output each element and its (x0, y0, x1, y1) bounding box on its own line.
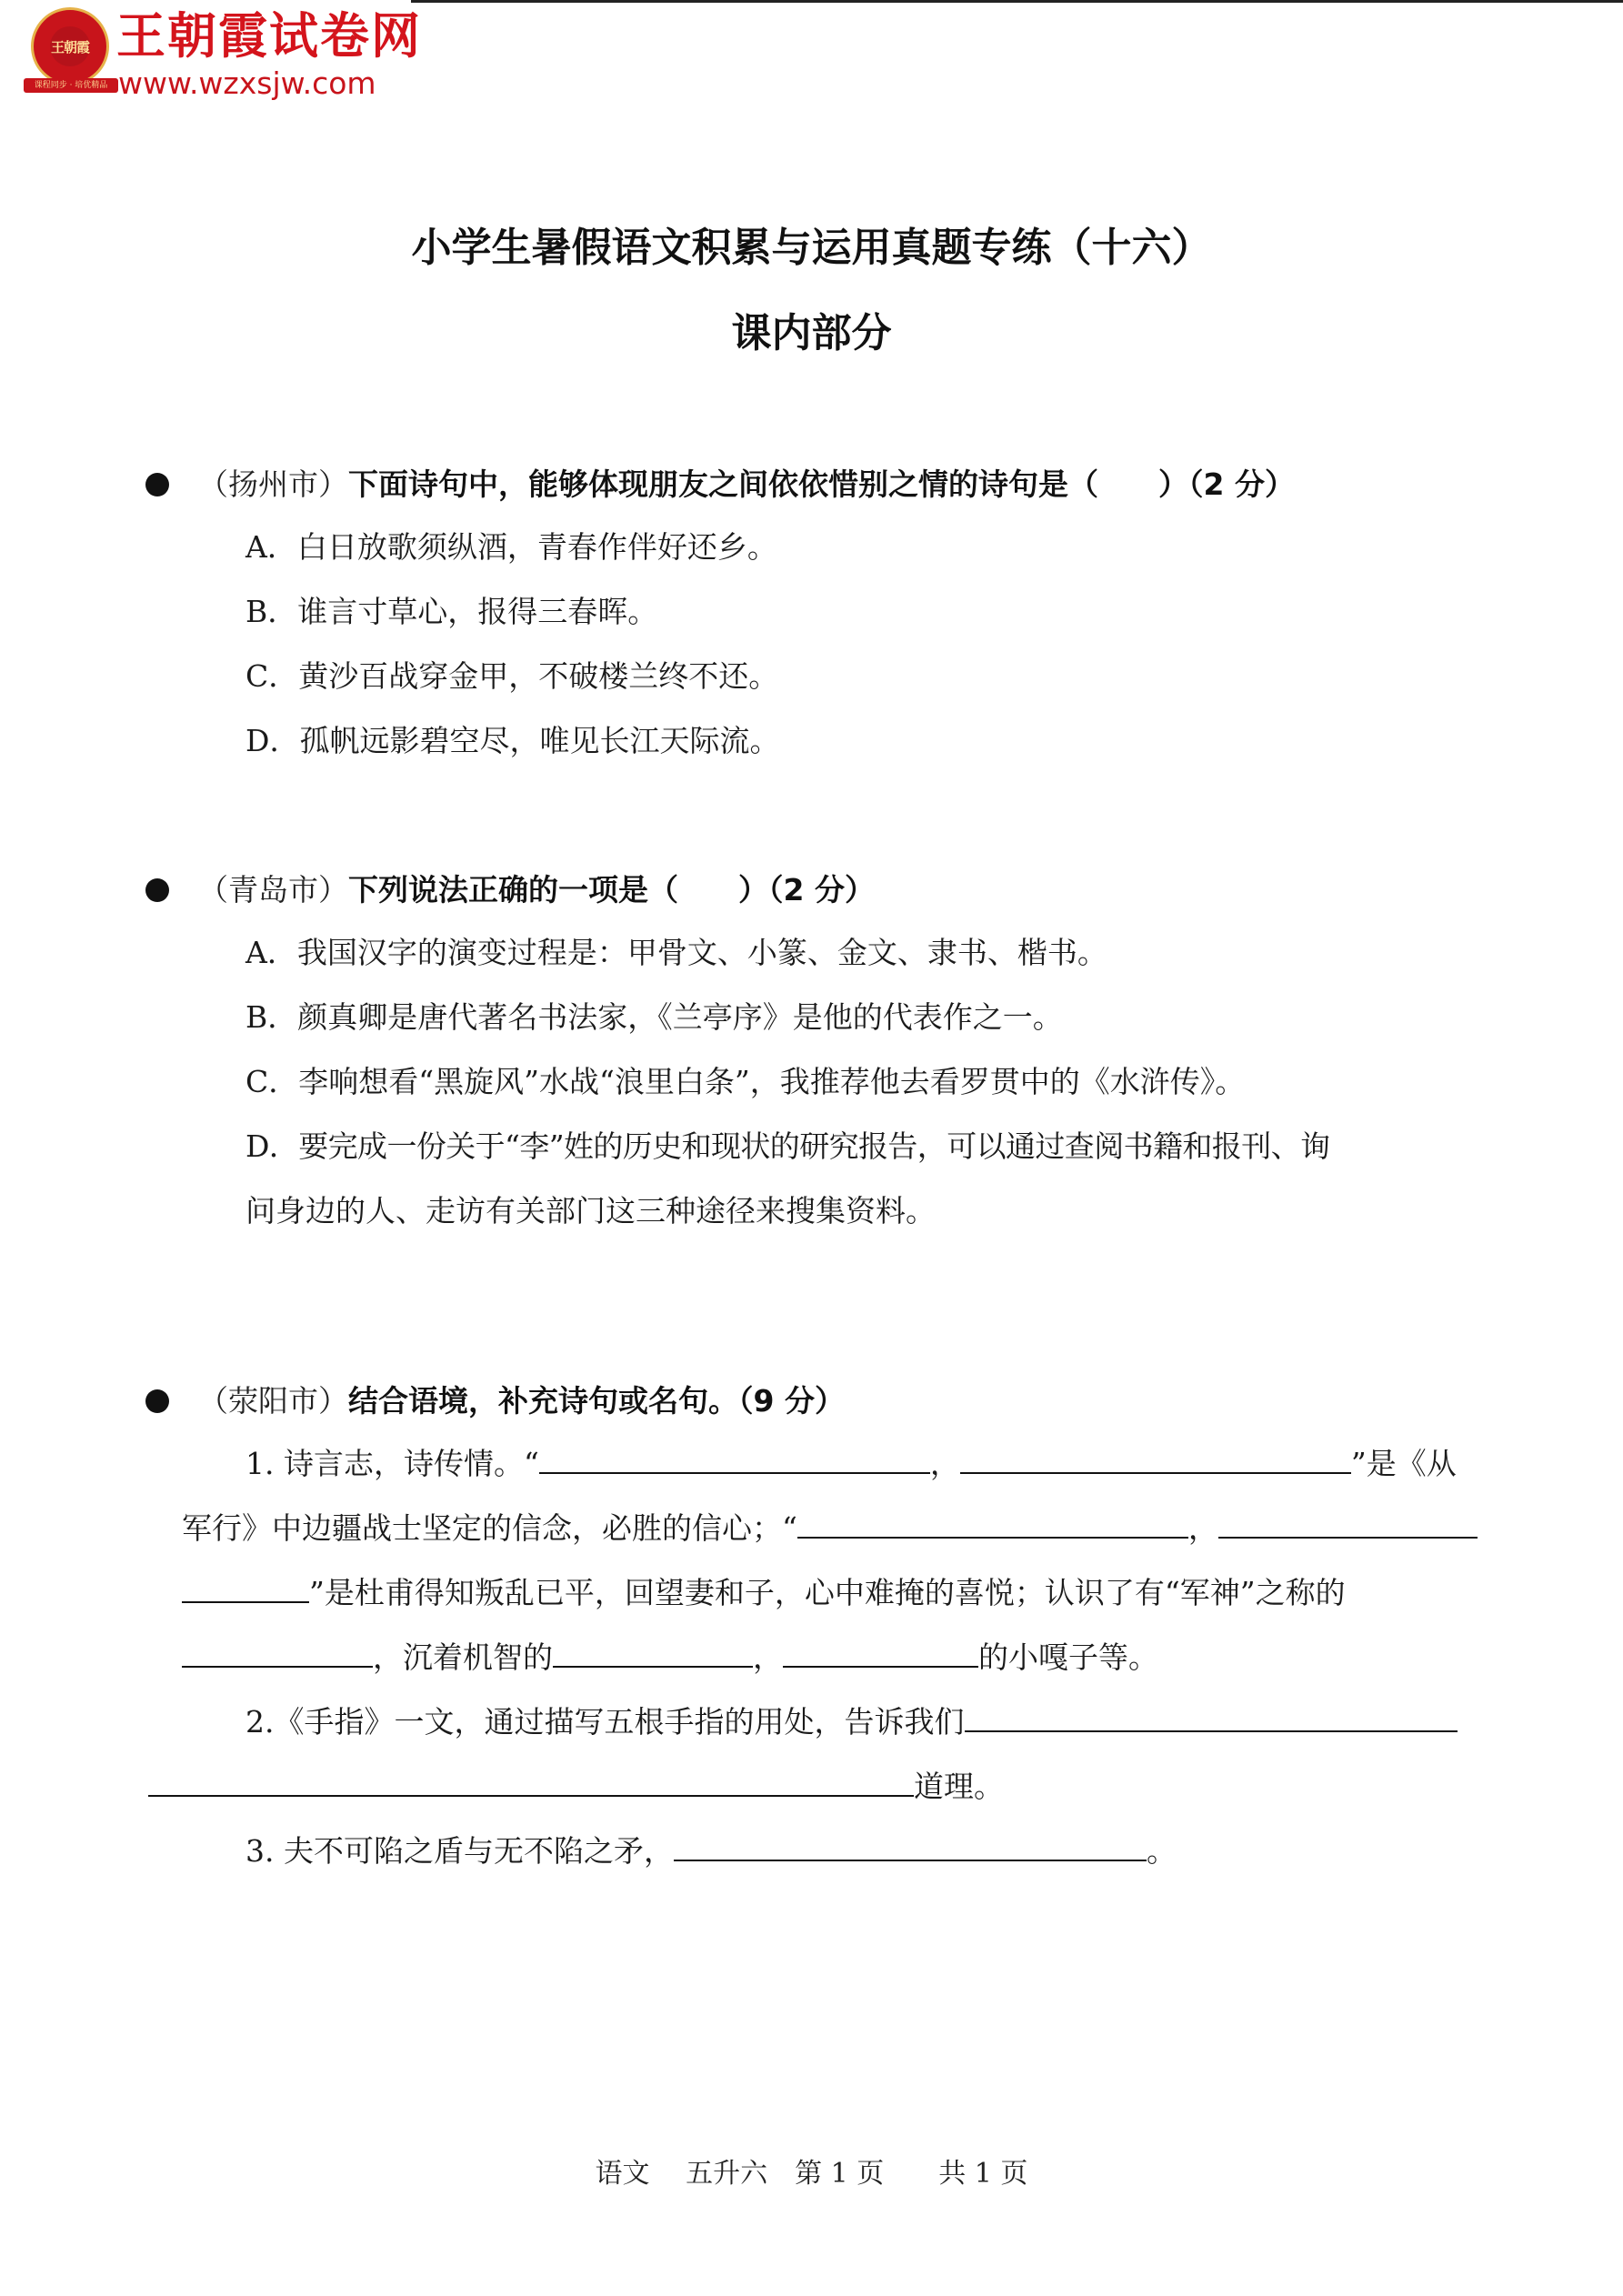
question-3-item-2-line-2: 道理。 (148, 1767, 1004, 1807)
answer-blank[interactable] (182, 1639, 373, 1668)
question-1-stem: 下面诗句中，能够体现朋友之间依依惜别之情的诗句是（ ）（2 分） (348, 466, 1295, 502)
question-1-option-c: C．黄沙百战穿金甲，不破楼兰终不还。 (245, 658, 779, 694)
brand-url: www.wzxsjw.com (118, 65, 376, 101)
section-title: 课内部分 (731, 310, 892, 356)
answer-blank[interactable] (182, 1574, 309, 1603)
answer-blank[interactable] (965, 1703, 1458, 1732)
footer-grade: 五升六 (686, 2158, 768, 2190)
footer-page: 第 1 页 (795, 2158, 885, 2190)
question-3-item-1-line-2: 军行》中边疆战士坚定的信念，必胜的信心；“ ， (182, 1509, 1478, 1549)
question-3-heading (198, 1381, 845, 1421)
question-2-option-d: D．要完成一份关于“李”姓的历史和现状的研究报告，可以通过查阅书籍和报刊、询 (245, 1128, 1330, 1164)
question-1-heading (198, 465, 1295, 505)
brand-name: 王朝霞试卷网 (116, 7, 422, 65)
question-bullet-icon (145, 473, 169, 496)
question-1-source: （扬州市） (198, 466, 348, 502)
question-3-item-1-line-1: 1. 诗言志，诗传情。“ ， ”是《从 (245, 1446, 1457, 1481)
question-bullet-icon (145, 878, 169, 902)
question-1-option-a: A．白日放歌须纵酒，青春作伴好还乡。 (245, 529, 777, 565)
answer-blank[interactable] (1218, 1509, 1478, 1539)
answer-blank[interactable] (783, 1639, 978, 1668)
footer-subject: 语文 (595, 2158, 650, 2190)
footer-total: 共 1 页 (938, 2158, 1028, 2190)
question-2-option-a: A．我国汉字的演变过程是：甲骨文、小篆、金文、隶书、楷书。 (245, 935, 1107, 970)
page-footer (0, 2151, 1623, 2191)
question-bullet-icon (145, 1389, 169, 1413)
question-2-option-c: C．李响想看“黑旋风”水战“浪里白条”，我推荐他去看罗贯中的《水浒传》。 (245, 1064, 1246, 1099)
page-title: 小学生暑假语文积累与运用真题专练（十六） (411, 225, 1212, 271)
question-2-option-d-cont: 问身边的人、走访有关部门这三种途径来搜集资料。 (245, 1193, 936, 1228)
answer-blank[interactable] (148, 1768, 914, 1797)
answer-blank[interactable] (960, 1445, 1351, 1474)
question-3-item-3: 3. 夫不可陷之盾与无不陷之矛， 。 (245, 1833, 1177, 1869)
question-1-option-d: D．孤帆远影碧空尽，唯见长江天际流。 (245, 723, 780, 758)
question-2-heading (198, 870, 875, 910)
logo-ribbon: 课程同步 · 培优精品 (24, 78, 118, 93)
logo-text: 王朝霞 (50, 26, 90, 66)
answer-blank[interactable] (797, 1509, 1188, 1539)
question-3-stem: 结合语境，补充诗句或名句。（9 分） (348, 1383, 845, 1419)
question-3-item-1-line-4: ，沉着机智的 ， 的小嘎子等。 (182, 1638, 1158, 1678)
answer-blank[interactable] (553, 1639, 753, 1668)
question-3-item-2-line-1: 2.《手指》一文，通过描写五根手指的用处，告诉我们 (245, 1702, 1458, 1742)
question-2-stem: 下列说法正确的一项是（ ）（2 分） (348, 872, 875, 907)
question-1-option-b: B．谁言寸草心，报得三春晖。 (245, 594, 658, 629)
question-3-source: （荥阳市） (198, 1383, 348, 1419)
header-rule (411, 0, 1623, 3)
answer-blank[interactable] (674, 1832, 1147, 1861)
brand-logo-icon (31, 7, 109, 85)
question-3-item-1-line-3: ”是杜甫得知叛乱已平，回望妻和子，心中难掩的喜悦；认识了有“军神”之称的 (182, 1573, 1346, 1613)
question-2-source: （青岛市） (198, 872, 348, 907)
question-2-option-b: B．颜真卿是唐代著名书法家，《兰亭序》是他的代表作之一。 (245, 999, 1063, 1035)
answer-blank[interactable] (539, 1445, 930, 1474)
